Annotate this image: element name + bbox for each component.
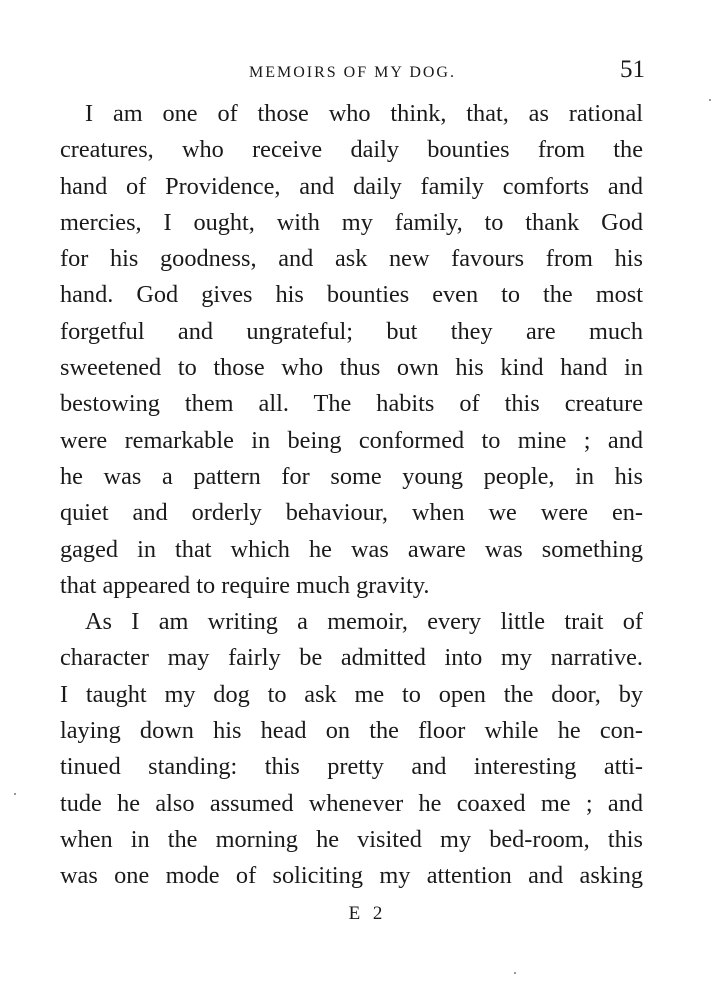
- paper-speck: [14, 793, 16, 795]
- text-line: character may fairly be admitted into my narrative.: [60, 644, 643, 672]
- signature-mark: E 2: [348, 903, 387, 924]
- text-line: hand. God gives his bounties even to the most: [60, 281, 643, 309]
- text-line: quiet and orderly behaviour, when we were en-: [60, 499, 643, 527]
- text-line: when in the morning he visited my bed-room, this: [60, 825, 643, 853]
- text-line: tinued standing: this pretty and interesting atti-: [60, 753, 643, 781]
- text-line: I taught my dog to ask me to open the door, by: [60, 680, 643, 708]
- text-line: creatures, who receive daily bounties from the: [60, 136, 643, 164]
- text-line: was one mode of soliciting my attention and asking: [60, 862, 643, 890]
- text-line: hand of Providence, and daily family comforts and: [60, 172, 643, 200]
- text-line: As I am writing a memoir, every little trait of: [85, 608, 643, 636]
- body-text: [60, 96, 643, 895]
- text-line: tude he also assumed whenever he coaxed me ; and: [60, 789, 643, 817]
- text-line: sweetened to those who thus own his kind hand in: [60, 354, 643, 382]
- text-line: he was a pattern for some young people, in his: [60, 462, 643, 490]
- paper-speck: [514, 972, 516, 974]
- text-line: that appeared to require much gravity.: [60, 571, 430, 599]
- text-line: gaged in that which he was aware was something: [60, 535, 643, 563]
- paper-speck: [709, 99, 711, 101]
- text-line: forgetful and ungrateful; but they are much: [60, 317, 643, 345]
- running-head: [60, 56, 645, 90]
- text-line: laying down his head on the floor while he con-: [60, 717, 643, 745]
- text-line: were remarkable in being conformed to mine ; and: [60, 426, 643, 454]
- text-line: for his goodness, and ask new favours from his: [60, 245, 643, 273]
- page-number: 51: [620, 56, 645, 83]
- text-line: bestowing them all. The habits of this creature: [60, 390, 643, 418]
- running-title: MEMOIRS OF MY DOG.: [249, 64, 456, 81]
- text-line: I am one of those who think, that, as rational: [85, 100, 643, 127]
- text-line: mercies, I ought, with my family, to thank God: [60, 208, 643, 236]
